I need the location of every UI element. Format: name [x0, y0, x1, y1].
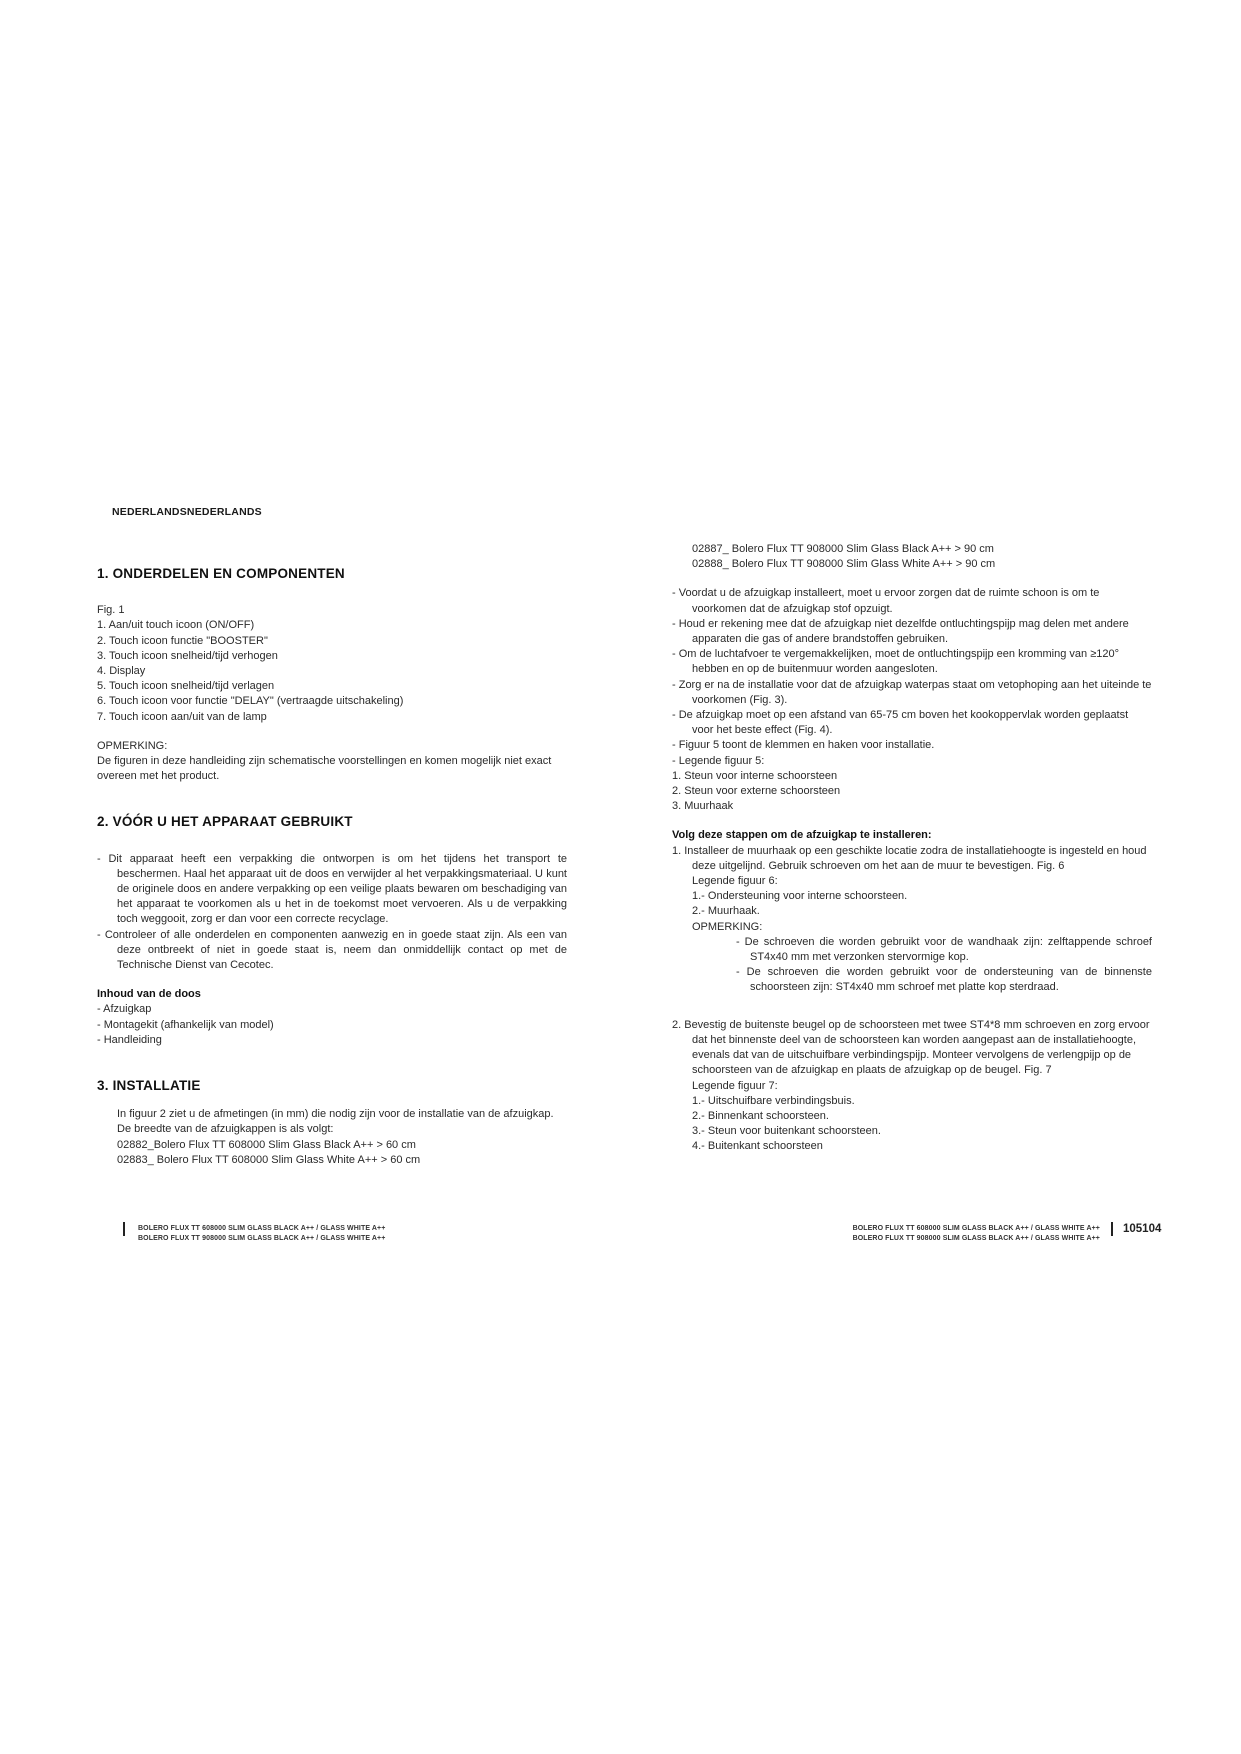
steps-title: Volg deze stappen om de afzuigkap te installeren:: [672, 829, 932, 842]
intro-line: De breedte van de afzuigkappen is als volgt:: [117, 1123, 334, 1136]
list-item: - Voordat u de afzuigkap installeert, moet u ervoor zorgen dat de ruimte schoon is om te voorkomen dat de afzuigkap stof opzuigt.: [672, 587, 1100, 615]
footer-left-line-1: BOLERO FLUX TT 608000 SLIM GLASS BLACK A++ / GLASS WHITE A++: [138, 1225, 386, 1232]
page-number: 105104: [1123, 1223, 1162, 1235]
section-2-bullet: - Dit apparaat heeft een verpakking die ontworpen is om het tijdens het transport te beschermen. Haal het apparaat uit de doos en verwijder al het verpakkingsmateriaal. U kunt de originele doos en andere verpakking op een veilige plaats bewaren om beschadiging van het apparaat te voorkomen als u het in de toekomst moet vervoeren. Als u de verpakking toch weggooit, zorg er dan voor een correcte recyclage.: [97, 852, 567, 926]
list-item: - Figuur 5 toont de klemmen en haken voor installatie.: [672, 739, 935, 752]
note-item: - De schroeven die worden gebruikt voor de ondersteuning van de binnenste schoorsteen zijn: ST4x40 mm schroef met platte kop sterdraad.: [736, 966, 1152, 994]
list-item: 3.- Steun voor buitenkant schoorsteen.: [692, 1125, 881, 1138]
list-item: 1.- Uitschuifbare verbindingsbuis.: [692, 1094, 855, 1107]
footer-left-divider: [123, 1222, 125, 1236]
list-item: 3. Touch icoon snelheid/tijd verhogen: [97, 649, 278, 662]
model-line: 02882_Bolero Flux TT 608000 Slim Glass Black A++ > 60 cm: [117, 1138, 416, 1151]
box-contents-title: Inhoud van de doos: [97, 988, 201, 1001]
footer-left-line-2: BOLERO FLUX TT 908000 SLIM GLASS BLACK A++ / GLASS WHITE A++: [138, 1235, 386, 1242]
legend-title: Legende figuur 6:: [692, 875, 778, 888]
left-column: [97, 566, 567, 1168]
list-item: 1. Aan/uit touch icoon (ON/OFF): [97, 619, 255, 632]
list-item: 3. Muurhaak: [672, 800, 734, 813]
list-item: 2.- Muurhaak.: [692, 905, 760, 918]
language-header: NEDERLANDSNEDERLANDS: [112, 506, 262, 518]
section-3-title: 3. INSTALLATIE: [97, 1078, 201, 1094]
model-line: 02887_ Bolero Flux TT 908000 Slim Glass Black A++ > 90 cm: [692, 543, 994, 555]
installation-bullets: [672, 586, 1152, 814]
step-1: 1. Installeer de muurhaak op een geschikte locatie zodra de installatiehoogte is ingesteld en houd deze uitgelijnd. Gebruik schroeven om het aan de muur te bevestigen. Fig. 6: [672, 844, 1147, 872]
footer-right-divider: [1111, 1222, 1113, 1236]
right-column: [672, 542, 1152, 1155]
list-item: - Legende figuur 5:: [672, 754, 765, 767]
note-item: - De schroeven die worden gebruikt voor de wandhaak zijn: zelftappende schroef ST4x40 mm met verzonken stervormige kop.: [736, 935, 1152, 964]
note-label: OPMERKING:: [97, 739, 168, 752]
components-list: [97, 618, 567, 724]
list-item: 4. Display: [97, 665, 146, 678]
list-item: 2. Touch icoon functie "BOOSTER": [97, 634, 268, 647]
list-item: - Afzuigkap: [97, 1003, 152, 1016]
list-item: - Montagekit (afhankelijk van model): [97, 1018, 274, 1031]
fig-1-label: Fig. 1: [97, 604, 125, 617]
list-item: - De afzuigkap moet op een afstand van 65-75 cm boven het kookoppervlak worden geplaatst voor het beste effect (Fig. 4).: [672, 709, 1129, 737]
legend-7: [672, 1079, 1152, 1155]
model-list: [672, 542, 1152, 572]
list-item: - Handleiding: [97, 1033, 162, 1046]
list-item: 1.- Ondersteuning voor interne schoorsteen.: [692, 890, 908, 903]
list-item: - Om de luchtafvoer te vergemakkelijken, moet de ontluchtingspijp een kromming van ≥120° hebben en op de buitenmuur worden aangesloten.: [672, 648, 1119, 676]
intro-line: In figuur 2 ziet u de afmetingen (in mm) die nodig zijn voor de installatie van de afzuigkap.: [117, 1108, 554, 1121]
footer-right: [840, 1224, 1100, 1244]
list-item: 7. Touch icoon aan/uit van de lamp: [97, 710, 267, 723]
list-item: 4.- Buitenkant schoorsteen: [692, 1140, 823, 1153]
step-2: 2. Bevestig de buitenste beugel op de schoorsteen met twee ST4*8 mm schroeven en zorg ervoor dat het binnenste deel van de schoorsteen kan worden aangepast aan de installatiehoogte, evenals dat van de uitschuifbare verbindingspijp. Monteer vervolgens de verlengpijp op de schoorsteen van de afzuigkap en plaats de afzuigkap op de beugel. Fig. 7: [672, 1018, 1150, 1077]
footer-right-line-1: BOLERO FLUX TT 608000 SLIM GLASS BLACK A++ / GLASS WHITE A++: [852, 1225, 1100, 1232]
section-2-title: 2. VÓÓR U HET APPARAAT GEBRUIKT: [97, 814, 353, 830]
legend-title: Legende figuur 7:: [692, 1079, 778, 1092]
footer-right-line-2: BOLERO FLUX TT 908000 SLIM GLASS BLACK A++ / GLASS WHITE A++: [852, 1235, 1100, 1242]
model-line: 02888_ Bolero Flux TT 908000 Slim Glass White A++ > 90 cm: [692, 558, 996, 571]
list-item: 6. Touch icoon voor functie "DELAY" (vertraagde uitschakeling): [97, 695, 404, 708]
list-item: 2. Steun voor externe schoorsteen: [672, 785, 841, 798]
list-item: 5. Touch icoon snelheid/tijd verlagen: [97, 680, 275, 693]
legend-6: [672, 874, 1152, 935]
list-item: - Zorg er na de installatie voor dat de afzuigkap waterpas staat om vetophoping aan het uiteinde te voorkomen (Fig. 3).: [672, 678, 1152, 706]
list-item: 2.- Binnenkant schoorsteen.: [692, 1109, 829, 1122]
installation-intro: [97, 1107, 567, 1168]
footer-left: [138, 1224, 385, 1244]
note-text: De figuren in deze handleiding zijn schematische voorstellingen en komen mogelijk niet exact overeen met het product.: [97, 755, 552, 783]
section-1-title: 1. ONDERDELEN EN COMPONENTEN: [97, 566, 345, 581]
list-item: - Houd er rekening mee dat de afzuigkap niet dezelfde ontluchtingspijp mag delen met andere apparaten die gas of andere brandstoffen gebruiken.: [672, 617, 1129, 646]
list-item: 1. Steun voor interne schoorsteen: [672, 769, 838, 782]
model-line: 02883_ Bolero Flux TT 608000 Slim Glass White A++ > 60 cm: [117, 1153, 421, 1166]
note-label: OPMERKING:: [692, 920, 763, 933]
section-2-bullet: - Controleer of alle onderdelen en componenten aanwezig en in goede staat zijn. Als een van deze ontbreekt of niet in goede staat is, neem dan onmiddellijk contact op met de Technische Dienst van Cecotec.: [97, 928, 567, 972]
